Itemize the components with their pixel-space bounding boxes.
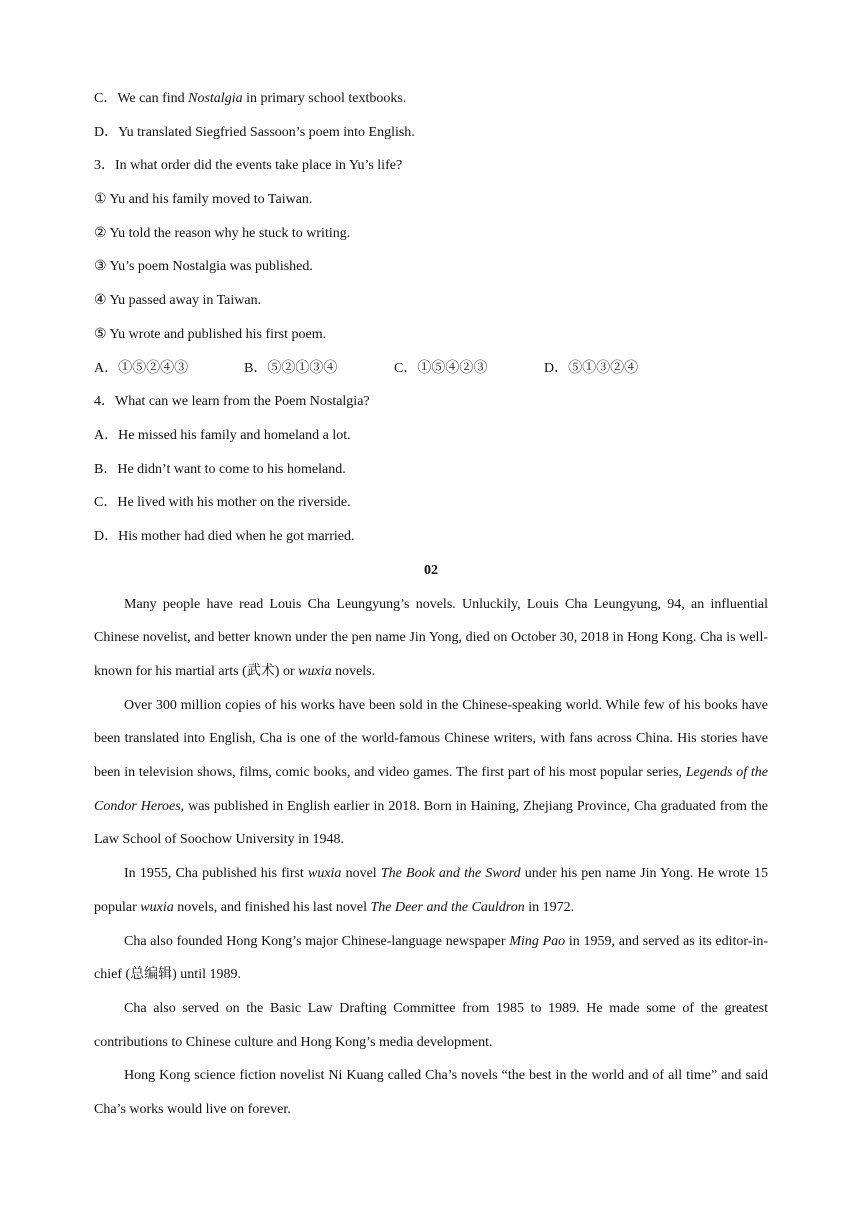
p1-italic: wuxia xyxy=(298,663,332,679)
passage-body xyxy=(94,588,768,1127)
q3-option-b: B．⑤②①③④ xyxy=(244,360,338,376)
q2-option-c xyxy=(94,88,768,122)
p2-text: Over 300 million copies of his works have been sold in the Chinese-speaking world. While few of his books have been translated into English, Cha is one of the world-famous Chinese writers, with fans across China. His stories have been in television shows, films, comic books, and video games. The first part of his most popular series, xyxy=(94,697,768,781)
q2-option-d: D．Yu translated Siegfried Sassoon’s poem into English. xyxy=(94,124,415,140)
passage-paragraph-5: Cha also served on the Basic Law Drafting Committee from 1985 to 1989. He made some of the greatest contributions to Chinese culture and Hong Kong’s media development. xyxy=(94,1000,768,1050)
passage-paragraph-2 xyxy=(94,689,768,858)
passage-paragraph-1 xyxy=(94,588,768,689)
q3-stem: 3．In what order did the events take place in Yu’s life? xyxy=(94,158,403,174)
q3-option-c: C．①⑤④②③ xyxy=(394,360,488,376)
q3-event-3: ③ Yu’s poem Nostalgia was published. xyxy=(94,259,313,275)
p3-italic-f: wuxia xyxy=(140,899,174,915)
q3-options xyxy=(94,358,768,392)
p1-text-end: novels. xyxy=(331,663,376,679)
q2-option-c-text-end: in primary school textbooks. xyxy=(242,91,407,106)
p3-text-i: in 1972. xyxy=(524,899,575,915)
p3-text-c: novel xyxy=(341,866,381,882)
p3-italic-b: wuxia xyxy=(307,866,342,882)
p1-text: Many people have read Louis Cha Leungyung’s novels. Unluckily, Louis Cha Leungyung, 94, an influential Chinese novelist, and better known under the pen name Jin Yong, died on October 30, 2018 in Hong Kong. Cha is well-known for his martial arts (武术) or xyxy=(94,596,768,679)
q3-event-5: ⑤ Yu wrote and published his first poem. xyxy=(94,326,327,342)
q2-option-c-title: Nostalgia xyxy=(188,91,243,106)
p4-italic: Ming Pao xyxy=(509,933,566,949)
q3-event-2: ② Yu told the reason why he stuck to writing. xyxy=(94,225,351,241)
document-page xyxy=(94,88,768,1127)
p3-text-g: novels, and finished his last novel xyxy=(173,899,371,915)
q3-event-1: ① Yu and his family moved to Taiwan. xyxy=(94,192,313,208)
q4-option-c: C．He lived with his mother on the riverside. xyxy=(94,495,351,511)
p4-text: Cha also founded Hong Kong’s major Chinese-language newspaper xyxy=(124,933,510,949)
passage-number: 02 xyxy=(424,562,438,578)
p2-text-end: , was published in English earlier in 2018. Born in Haining, Zhejiang Province, Cha graduated from the Law School of Soochow University in 1948. xyxy=(94,798,768,848)
passage-paragraph-6: Hong Kong science fiction novelist Ni Kuang called Cha’s novels “the best in the world and of all time” and said Cha’s works would live on forever. xyxy=(94,1068,768,1118)
p2-italic: Legends of the Condor Heroes xyxy=(94,765,768,814)
p3-italic-h: The Deer and the Cauldron xyxy=(370,899,525,915)
p4-text-end: in 1959, and served as its editor-in-chief (总编辑) until 1989. xyxy=(94,933,769,983)
p3-text-e: under his pen name Jin Yong. He wrote 15 popular xyxy=(94,866,768,915)
passage-paragraph-3 xyxy=(94,857,768,924)
p3-text-a: In 1955, Cha published his first xyxy=(124,866,308,882)
q3-option-a: A．①⑤②④③ xyxy=(94,360,189,376)
q3-event-4: ④ Yu passed away in Taiwan. xyxy=(94,293,262,309)
q4-stem: 4．What can we learn from the Poem Nostalgia? xyxy=(94,394,370,410)
q4-option-d: D．His mother had died when he got married. xyxy=(94,528,355,544)
passage-paragraph-4 xyxy=(94,925,768,992)
p3-italic-d: The Book and the Sword xyxy=(380,866,521,882)
q4-option-b: B．He didn’t want to come to his homeland. xyxy=(94,461,346,477)
q3-option-d: D．⑤①③②④ xyxy=(544,360,639,376)
q4-option-a: A．He missed his family and homeland a lot. xyxy=(94,427,351,443)
q2-option-c-text: C．We can find xyxy=(94,91,189,106)
